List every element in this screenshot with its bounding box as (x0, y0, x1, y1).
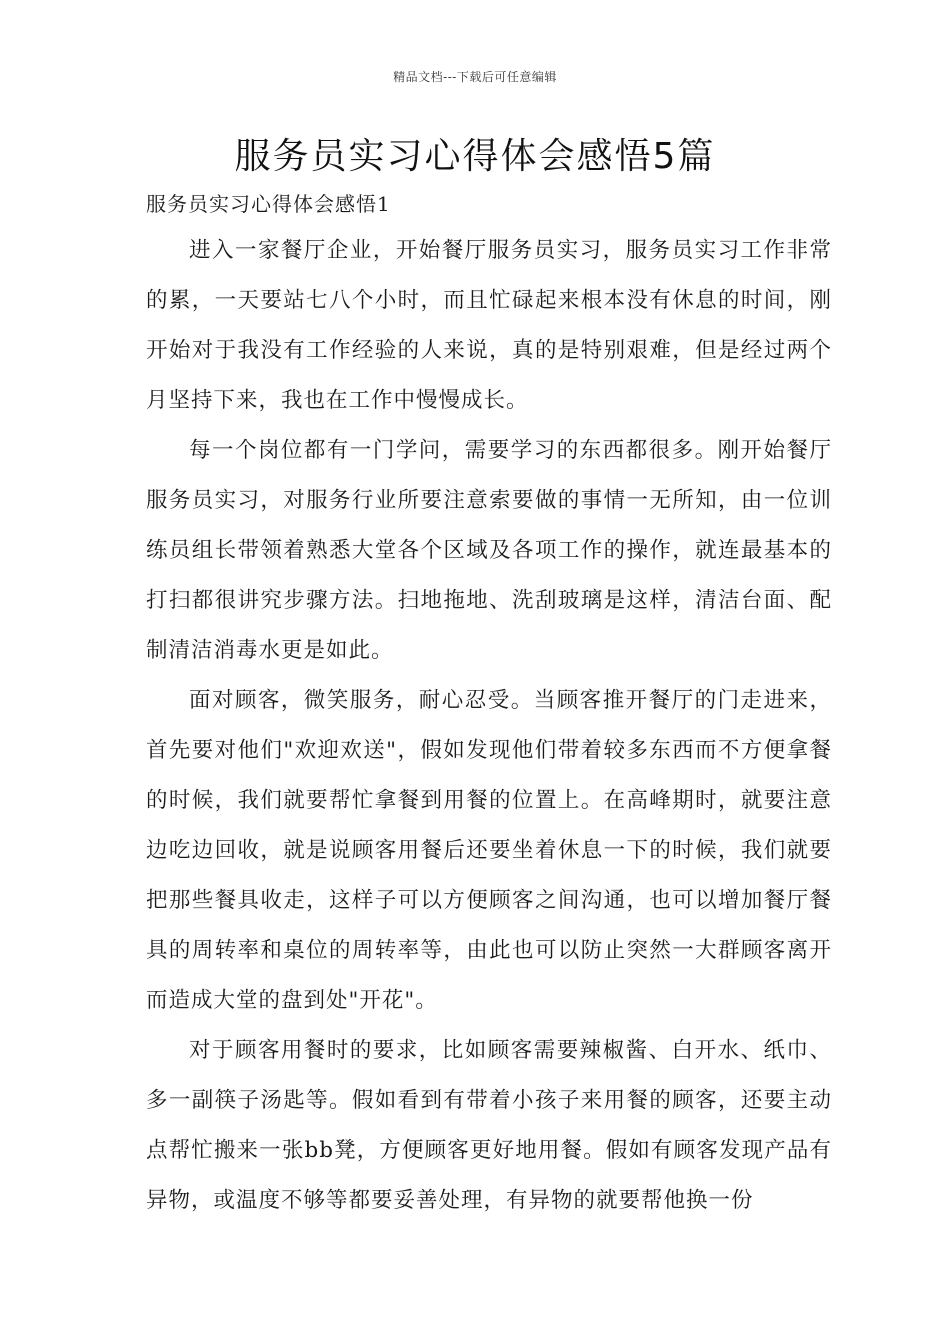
section-title: 服务员实习心得体会感悟1 (146, 192, 391, 216)
paragraph: 每一个岗位都有一门学问，需要学习的东西都很多。刚开始餐厅服务员实习，对服务行业所要注意索要做的事情一无所知，由一位训练员组长带领着熟悉大堂各个区域及各项工作的操作，就连最基本的打扫都很讲究步骤方法。扫地拖地、洗刮玻璃是这样，清洁台面、配制清洁消毒水更是如此。 (146, 438, 832, 663)
paragraph: 进入一家餐厅企业，开始餐厅服务员实习，服务员实习工作非常的累，一天要站七八个小时，而且忙碌起来根本没有休息的时间，刚开始对于我没有工作经验的人来说，真的是特别艰难，但是经过两个月坚持下来，我也在工作中慢慢成长。 (146, 238, 832, 413)
paragraph: 对于顾客用餐时的要求，比如顾客需要辣椒酱、白开水、纸巾、多一副筷子汤匙等。假如看到有带着小孩子来用餐的顾客，还要主动点帮忙搬来一张bb凳，方便顾客更好地用餐。假如有顾客发现产品有异物，或温度不够等都要妥善处理，有异物的就要帮他换一份 (146, 1038, 832, 1213)
header-note: 精品文档---下载后可任意编辑 (393, 70, 557, 84)
document-body (146, 226, 832, 1226)
paragraph: 面对顾客，微笑服务，耐心忍受。当顾客推开餐厅的门走进来，首先要对他们"欢迎欢送"，假如发现他们带着较多东西而不方便拿餐的时候，我们就要帮忙拿餐到用餐的位置上。在高峰期时，就要注意边吃边回收，就是说顾客用餐后还要坐着休息一下的时候，我们就要把那些餐具收走，这样子可以方便顾客之间沟通，也可以增加餐厅餐具的周转率和桌位的周转率等，由此也可以防止突然一大群顾客离开而造成大堂的盘到处"开花"。 (146, 688, 832, 1013)
document-title: 服务员实习心得体会感悟5篇 (234, 136, 716, 177)
